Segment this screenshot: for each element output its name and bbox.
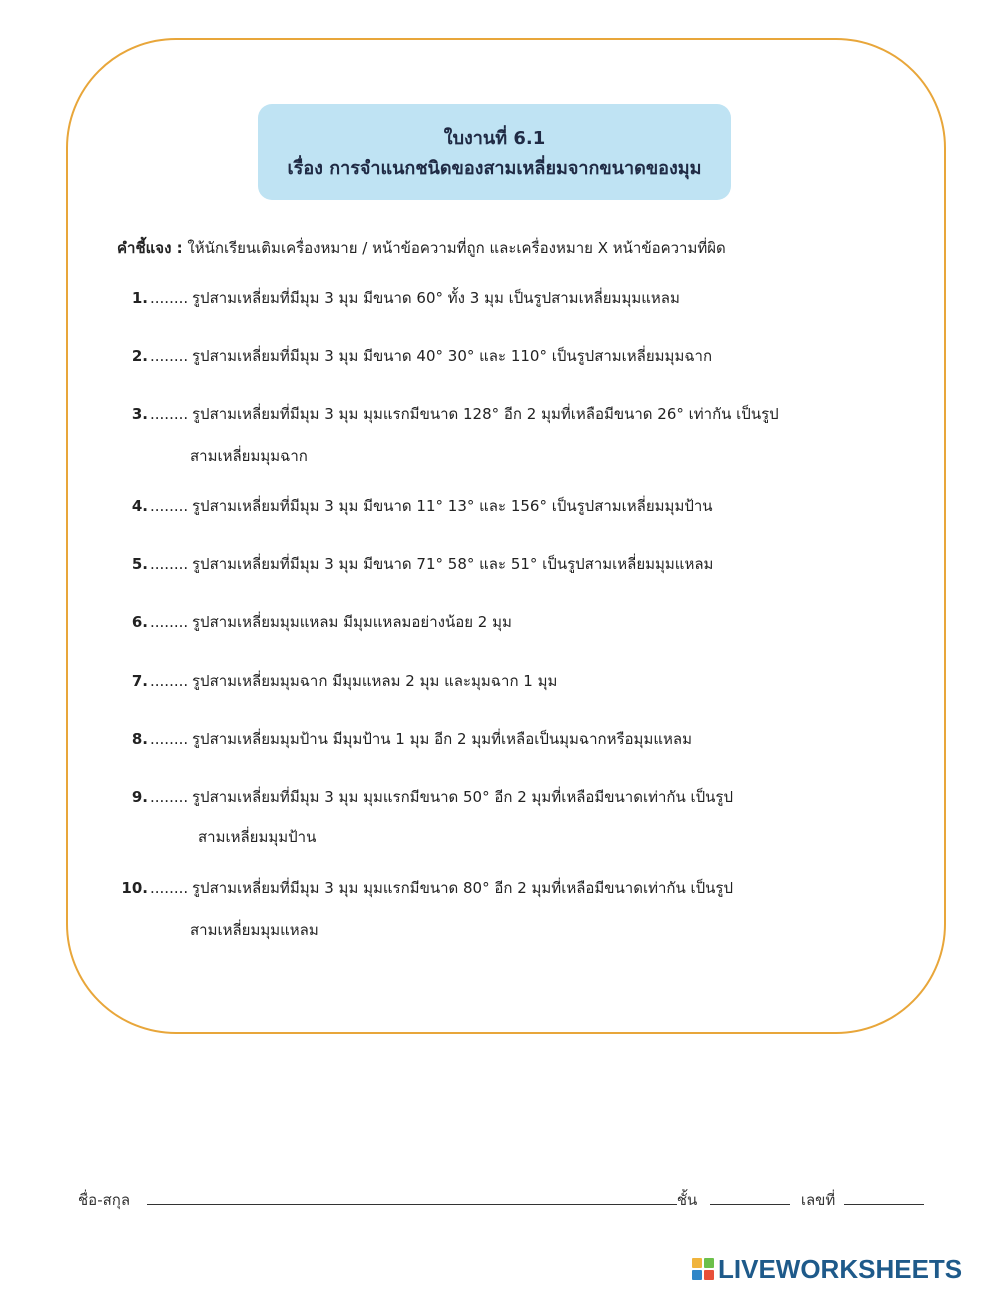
worksheet-number: ใบงานที่ 6.1	[443, 128, 546, 149]
question-text: รูปสามเหลี่ยมมุมฉาก มีมุมแหลม 2 มุม และมุมฉาก 1 มุม	[192, 672, 558, 690]
question-number: 10.	[121, 879, 148, 897]
name-field[interactable]	[147, 1188, 677, 1205]
question-item	[110, 552, 900, 576]
question-number: 1.	[131, 289, 148, 307]
answer-blank[interactable]: ........	[150, 672, 189, 690]
question-text: รูปสามเหลี่ยมมุมป้าน มีมุมป้าน 1 มุม อีก 2 มุมที่เหลือเป็นมุมฉากหรือมุมแหลม	[192, 730, 692, 748]
question-number: 5.	[131, 555, 148, 573]
question-item	[110, 669, 900, 693]
answer-blank[interactable]: ........	[150, 347, 189, 365]
question-text: รูปสามเหลี่ยมที่มีมุม 3 มุม มีขนาด 71° 58° และ 51° เป็นรูปสามเหลี่ยมมุมแหลม	[192, 555, 714, 573]
question-item	[110, 610, 900, 634]
question-item	[110, 876, 900, 942]
answer-blank[interactable]: ........	[150, 497, 189, 515]
instruction-label: คำชี้แจง :	[117, 239, 183, 257]
question-text: รูปสามเหลี่ยมที่มีมุม 3 มุม มีขนาด 11° 13° และ 156° เป็นรูปสามเหลี่ยมมุมป้าน	[192, 497, 713, 515]
question-text: รูปสามเหลี่ยมที่มีมุม 3 มุม มีขนาด 60° ทั้ง 3 มุม เป็นรูปสามเหลี่ยมมุมแหลม	[192, 289, 680, 307]
answer-blank[interactable]: ........	[150, 788, 189, 806]
name-label: ชื่อ-สกุล	[78, 1191, 131, 1209]
logo-blocks-icon	[692, 1258, 714, 1280]
title-box	[258, 104, 731, 200]
worksheet-topic: เรื่อง การจำแนกชนิดของสามเหลี่ยมจากขนาดของมุม	[287, 158, 702, 179]
question-number: 9.	[131, 788, 148, 806]
question-item	[110, 494, 900, 518]
question-number: 4.	[131, 497, 148, 515]
question-text-continued: สามเหลี่ยมมุมแหลม	[190, 921, 319, 939]
question-text-continued: สามเหลี่ยมมุมฉาก	[190, 447, 308, 465]
student-info-row	[78, 1188, 928, 1212]
question-number: 3.	[131, 405, 148, 423]
answer-blank[interactable]: ........	[150, 613, 189, 631]
number-label: เลขที่	[800, 1191, 836, 1209]
answer-blank[interactable]: ........	[150, 730, 189, 748]
question-number: 6.	[131, 613, 148, 631]
instructions	[117, 236, 917, 260]
number-field[interactable]	[844, 1188, 924, 1205]
question-text-continued: สามเหลี่ยมมุมป้าน	[198, 828, 317, 846]
question-item	[110, 727, 900, 751]
question-number: 8.	[131, 730, 148, 748]
question-text: รูปสามเหลี่ยมมุมแหลม มีมุมแหลมอย่างน้อย 2 มุม	[192, 613, 512, 631]
logo-text: LIVEWORKSHEETS	[718, 1253, 963, 1284]
question-number: 2.	[131, 347, 148, 365]
question-item	[110, 286, 900, 310]
answer-blank[interactable]: ........	[150, 555, 189, 573]
class-field[interactable]	[710, 1188, 790, 1205]
liveworksheets-logo[interactable]	[692, 1252, 962, 1286]
answer-blank[interactable]: ........	[150, 405, 189, 423]
instruction-text: ให้นักเรียนเติมเครื่องหมาย / หน้าข้อความที่ถูก และเครื่องหมาย X หน้าข้อความที่ผิด	[182, 239, 726, 257]
class-label: ชั้น	[676, 1191, 698, 1209]
answer-blank[interactable]: ........	[150, 289, 189, 307]
question-item	[110, 344, 900, 368]
question-text: รูปสามเหลี่ยมที่มีมุม 3 มุม มุมแรกมีขนาด 50° อีก 2 มุมที่เหลือมีขนาดเท่ากัน เป็นรูป	[192, 788, 733, 806]
question-number: 7.	[131, 672, 148, 690]
answer-blank[interactable]: ........	[150, 879, 189, 897]
question-item	[110, 402, 900, 468]
question-item	[110, 785, 900, 849]
question-text: รูปสามเหลี่ยมที่มีมุม 3 มุม มุมแรกมีขนาด 128° อีก 2 มุมที่เหลือมีขนาด 26° เท่ากัน เป็นรูป	[192, 405, 779, 423]
question-text: รูปสามเหลี่ยมที่มีมุม 3 มุม มุมแรกมีขนาด 80° อีก 2 มุมที่เหลือมีขนาดเท่ากัน เป็นรูป	[192, 879, 733, 897]
question-text: รูปสามเหลี่ยมที่มีมุม 3 มุม มีขนาด 40° 30° และ 110° เป็นรูปสามเหลี่ยมมุมฉาก	[192, 347, 713, 365]
